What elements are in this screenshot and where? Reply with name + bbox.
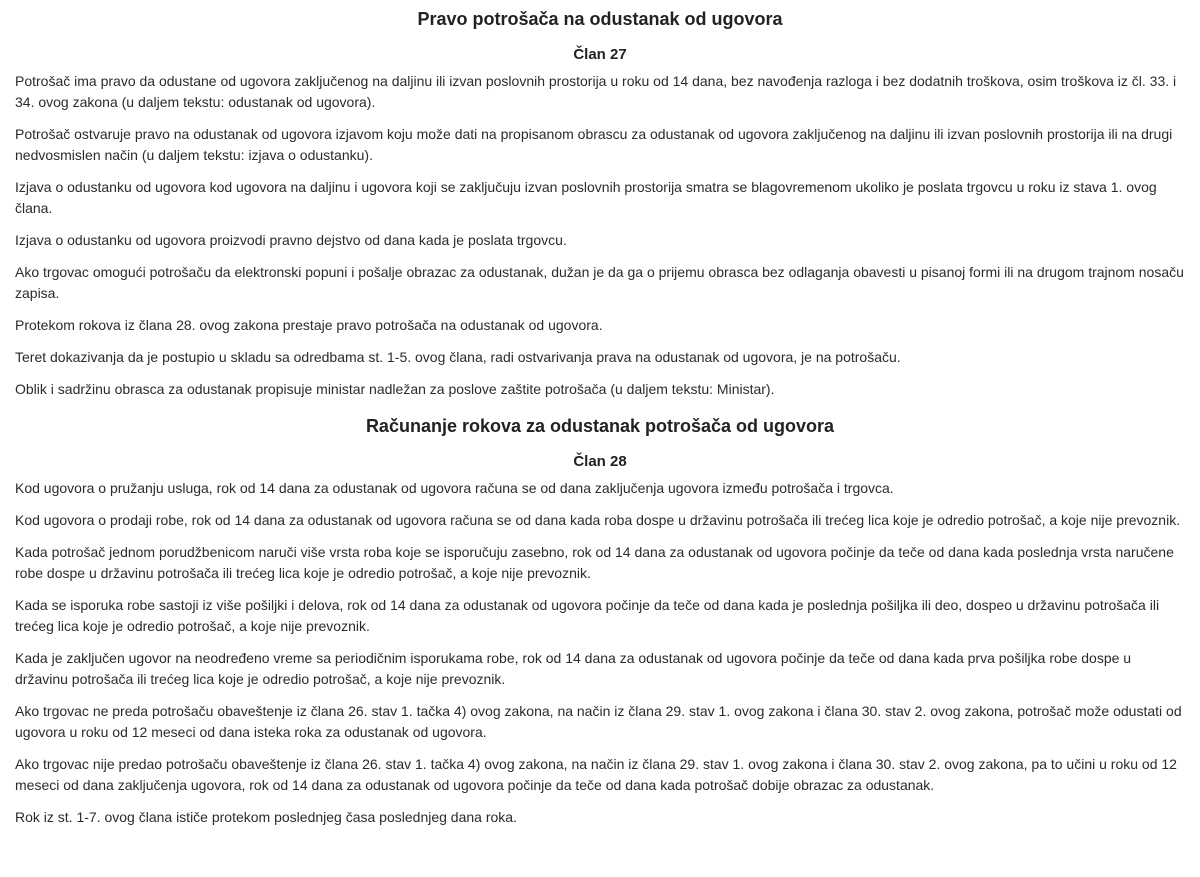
paragraph: Ako trgovac omogući potrošaču da elektronski popuni i pošalje obrazac za odustanak, dužan je da ga o prijemu obrasca bez odlaganja obavesti u pisanoj formi ili na drugom trajnom nosaču zapisa. <box>15 264 1184 301</box>
paragraph: Protekom rokova iz člana 28. ovog zakona prestaje pravo potrošača na odustanak od ugovora. <box>15 317 603 333</box>
paragraph: Ako trgovac nije predao potrošaču obaveštenje iz člana 26. stav 1. tačka 4) ovog zakona, na način iz člana 29. stav 1. ovog zakona i člana 30. stav 2. ovog zakona, pa to učini u roku od 12 meseci od dana zaključenja ugovora, rok od 14 dana za odustanak od ugovora počinje da teče od dana kada potrošač dobije obrazac za odustanak. <box>15 756 1177 793</box>
paragraph: Potrošač ostvaruje pravo na odustanak od ugovora izjavom koju može dati na propisanom obrascu za odustanak od ugovora zaključenog na daljinu ili izvan poslovnih prostorija ili na drugi nedvosmislen način (u daljem tekstu: izjava o odustanku). <box>15 126 1173 163</box>
paragraph: Kod ugovora o prodaji robe, rok od 14 dana za odustanak od ugovora računa se od dana kada roba dospe u državinu potrošača ili trećeg lica koje je odredio potrošač, a koje nije prevoznik. <box>15 512 1181 528</box>
paragraph: Teret dokazivanja da je postupio u skladu sa odredbama st. 1-5. ovog člana, radi ostvarivanja prava na odustanak od ugovora, je na potrošaču. <box>15 349 901 365</box>
paragraph: Izjava o odustanku od ugovora kod ugovora na daljinu i ugovora koji se zaključuju izvan poslovnih prostorija smatra se blagovremenom ukoliko je poslata trgovcu u roku iz stava 1. ovog člana. <box>15 179 1157 216</box>
section-racunanje-rokova <box>15 415 1185 828</box>
paragraph: Izjava o odustanku od ugovora proizvodi pravno dejstvo od dana kada je poslata trgovcu. <box>15 232 567 248</box>
section-pravo-na-odustanak <box>15 8 1185 400</box>
paragraph: Kada je zaključen ugovor na neodređeno vreme sa periodičnim isporukama robe, rok od 14 dana za odustanak od ugovora počinje da teče od dana kada prva pošiljka robe dospe u državinu potrošača ili trećeg lica koje je odredio potrošač, a koje nije prevoznik. <box>15 650 1132 687</box>
paragraph: Kada se isporuka robe sastoji iz više pošiljki i delova, rok od 14 dana za odustanak od ugovora počinje da teče od dana kada je poslednja pošiljka ili deo, dospeo u državinu potrošača ili trećeg lica koje je odredio potrošač, a koje nije prevoznik. <box>15 597 1160 634</box>
paragraph: Kod ugovora o pružanju usluga, rok od 14 dana za odustanak od ugovora računa se od dana zaključenja ugovora između potrošača i trgovca. <box>15 480 894 496</box>
article-heading: Član 27 <box>573 46 627 63</box>
paragraph: Kada potrošač jednom porudžbenicom naruči više vrsta roba koje se isporučuju zasebno, rok od 14 dana za odustanak od ugovora počinje da teče od dana kada poslednja vrsta naručene robe dospe u državinu potrošača ili trećeg lica koje je odredio potrošač, a koje nije prevoznik. <box>15 544 1174 581</box>
paragraph: Potrošač ima pravo da odustane od ugovora zaključenog na daljinu ili izvan poslovnih prostorija u roku od 14 dana, bez navođenja razloga i bez dodatnih troškova, osim troškova iz čl. 33. i 34. ovog zakona (u daljem tekstu: odustanak od ugovora). <box>15 73 1177 110</box>
paragraph: Rok iz st. 1-7. ovog člana ističe protekom poslednjeg časa poslednjeg dana roka. <box>15 809 517 825</box>
section-title: Pravo potrošača na odustanak od ugovora <box>417 9 783 29</box>
article-heading: Član 28 <box>573 453 627 470</box>
section-title: Računanje rokova za odustanak potrošača od ugovora <box>365 416 835 436</box>
paragraph: Oblik i sadržinu obrasca za odustanak propisuje ministar nadležan za poslove zaštite potrošača (u daljem tekstu: Ministar). <box>15 381 775 397</box>
paragraph: Ako trgovac ne preda potrošaču obaveštenje iz člana 26. stav 1. tačka 4) ovog zakona, na način iz člana 29. stav 1. ovog zakona i člana 30. stav 2. ovog zakona, potrošač može odustati od ugovora u roku od 12 meseci od dana isteka roka za odustanak od ugovora. <box>15 703 1182 740</box>
